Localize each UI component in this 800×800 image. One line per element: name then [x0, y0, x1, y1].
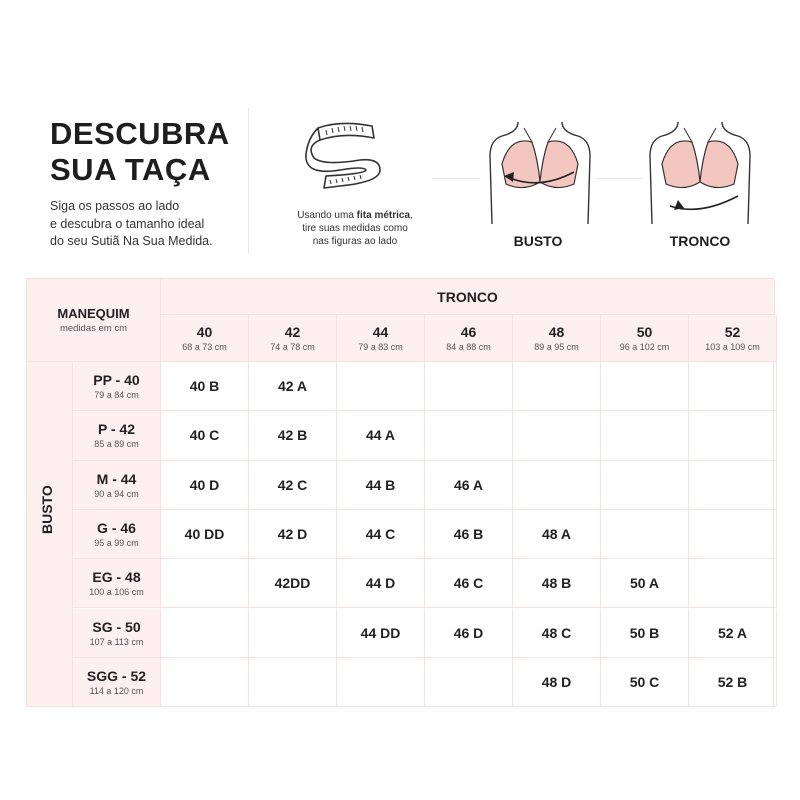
manequim-title: MANEQUIM: [57, 306, 130, 321]
column-header: [425, 315, 513, 362]
manequim-header: [27, 279, 161, 362]
row-size: PP - 40: [93, 372, 140, 389]
table-cell: 44 DD: [337, 609, 425, 658]
table-cell: 44 B: [337, 461, 425, 510]
table-cell: 52 A: [689, 609, 777, 658]
row-size: SGG - 52: [86, 667, 147, 684]
subtitle-line-1: Siga os passos ao lado: [50, 199, 180, 213]
table-cell: [161, 658, 249, 707]
row-header: [73, 510, 161, 559]
table-cell: 46 B: [425, 510, 513, 559]
table-cell: 46 D: [425, 609, 513, 658]
row-range: 114 a 120 cm: [89, 685, 144, 696]
table-cell: [249, 658, 337, 707]
subtitle-line-3: do seu Sutiã Na Sua Medida.: [50, 234, 213, 248]
row-size: SG - 50: [92, 618, 141, 635]
row-size: EG - 48: [92, 569, 141, 586]
table-cell: [425, 411, 513, 460]
column-header: [249, 315, 337, 362]
table-cell: 48 C: [513, 609, 601, 658]
table-cell: 50 C: [601, 658, 689, 707]
row-range: 100 a 106 cm: [89, 587, 144, 598]
table-cell: [161, 609, 249, 658]
row-range: 79 a 84 cm: [94, 390, 139, 401]
table-cell: [425, 362, 513, 411]
column-range: 79 a 83 cm: [358, 342, 403, 352]
column-header: [337, 315, 425, 362]
page-subtitle: [50, 198, 213, 251]
table-cell: 42DD: [249, 559, 337, 608]
column-size: 52: [724, 324, 741, 340]
size-table: [26, 278, 774, 707]
column-header: [513, 315, 601, 362]
table-cell: 40 D: [161, 461, 249, 510]
table-cell: 44 A: [337, 411, 425, 460]
table-cell: [425, 658, 513, 707]
table-cell: [513, 362, 601, 411]
table-cell: 50 B: [601, 609, 689, 658]
column-range: 103 a 109 cm: [705, 342, 760, 352]
tronco-label: TRONCO: [669, 233, 731, 249]
row-header: [73, 609, 161, 658]
busto-label: BUSTO: [513, 233, 563, 249]
column-header: [689, 315, 777, 362]
row-header: [73, 461, 161, 510]
column-range: 84 a 88 cm: [446, 342, 491, 352]
column-header: [601, 315, 689, 362]
column-range: 89 a 95 cm: [534, 342, 579, 352]
row-header: [73, 362, 161, 411]
table-cell: [601, 362, 689, 411]
table-cell: 44 C: [337, 510, 425, 559]
manequim-subtitle: medidas em cm: [59, 323, 128, 334]
table-cell: 46 C: [425, 559, 513, 608]
title-line-1: DESCUBRA: [50, 116, 230, 151]
table-cell: [601, 411, 689, 460]
table-cell: [601, 510, 689, 559]
table-cell: [249, 609, 337, 658]
table-cell: [513, 461, 601, 510]
table-cell: 48 A: [513, 510, 601, 559]
table-cell: 48 B: [513, 559, 601, 608]
caption-bold-text: fita métrica: [356, 210, 411, 221]
busto-side-label: BUSTO: [39, 485, 55, 534]
page-title: [50, 116, 230, 188]
instructions-caption: Usando uma fita métrica, tire suas medidas como nas figuras ao lado: [297, 210, 413, 247]
table-cell: [689, 461, 777, 510]
column-header: [161, 315, 249, 362]
column-range: 68 a 73 cm: [182, 342, 227, 352]
row-range: 107 a 113 cm: [89, 636, 144, 647]
connector-line-1: [432, 178, 480, 179]
table-cell: [689, 510, 777, 559]
table-cell: 42 B: [249, 411, 337, 460]
row-header: [73, 658, 161, 707]
row-size: P - 42: [97, 421, 136, 438]
table-cell: 46 A: [425, 461, 513, 510]
table-cell: 40 DD: [161, 510, 249, 559]
table-cell: 44 D: [337, 559, 425, 608]
table-cell: 40 C: [161, 411, 249, 460]
subtitle-line-2: e descubra o tamanho ideal: [50, 216, 205, 231]
table-cell: [689, 559, 777, 608]
table-cell: [161, 559, 249, 608]
row-header: [73, 411, 161, 460]
column-size: 40: [196, 324, 213, 340]
column-size: 46: [460, 324, 477, 340]
tronco-header: TRONCO: [161, 279, 775, 315]
table-cell: [601, 461, 689, 510]
row-range: 95 a 99 cm: [94, 538, 139, 549]
table-cell: [689, 362, 777, 411]
table-cell: 42 D: [249, 510, 337, 559]
row-range: 90 a 94 cm: [94, 488, 139, 499]
table-cell: 42 A: [249, 362, 337, 411]
row-range: 85 a 89 cm: [94, 439, 139, 450]
connector-line-2: [596, 178, 642, 179]
column-size: 50: [636, 324, 653, 340]
row-size: G - 46: [97, 520, 136, 537]
column-size: 48: [548, 324, 565, 340]
table-cell: [337, 362, 425, 411]
table-cell: 40 B: [161, 362, 249, 411]
column-size: 42: [284, 324, 301, 340]
header-divider: [248, 108, 249, 254]
title-line-2: SUA TAÇA: [50, 152, 211, 187]
table-cell: 50 A: [601, 559, 689, 608]
column-range: 96 a 102 cm: [619, 342, 670, 352]
table-cell: [689, 411, 777, 460]
table-cell: 48 D: [513, 658, 601, 707]
row-size: M - 44: [96, 470, 137, 487]
row-header: [73, 559, 161, 608]
bust-measure-figure: [488, 120, 592, 228]
table-cell: [337, 658, 425, 707]
table-cell: 42 C: [249, 461, 337, 510]
column-size: 44: [372, 324, 389, 340]
table-cell: [513, 411, 601, 460]
torso-measure-figure: [648, 120, 752, 228]
busto-side-header: [27, 362, 73, 707]
measuring-tape-icon: [300, 116, 390, 196]
column-range: 74 a 78 cm: [270, 342, 315, 352]
table-cell: 52 B: [689, 658, 777, 707]
